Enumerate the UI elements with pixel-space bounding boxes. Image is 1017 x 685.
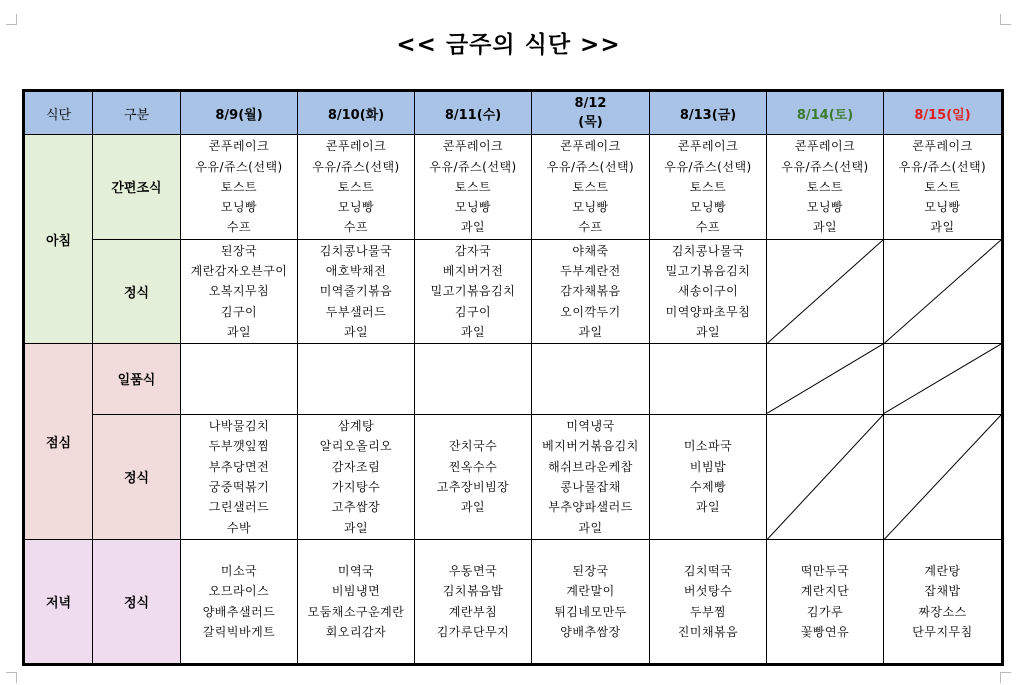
menu-item-list <box>532 416 649 538</box>
menu-item: 감자채볶음 <box>560 284 621 299</box>
menu-item: 감자조림 <box>331 459 381 474</box>
menu-item: 미역양파초무침 <box>665 304 751 319</box>
menu-item: 과일 <box>226 324 252 339</box>
menu-cell <box>532 414 650 540</box>
slash-line <box>884 240 1001 344</box>
menu-item: 된장국 <box>572 564 609 579</box>
menu-item: 궁중떡볶기 <box>208 479 270 494</box>
menu-item: 모닝빵 <box>806 200 844 215</box>
category-label: 간편조식 <box>93 135 181 240</box>
menu-item: 단무지무침 <box>912 624 973 639</box>
menu-item: 두부샐러드 <box>325 304 387 319</box>
menu-item-list <box>298 561 414 642</box>
slash-line <box>884 415 1001 540</box>
menu-cell <box>650 414 767 540</box>
day-header-label: 8/9(월) <box>215 107 263 123</box>
menu-item: 김구이 <box>454 304 492 319</box>
menu-item: 과일 <box>695 500 721 515</box>
menu-item-list <box>532 241 649 342</box>
page-corner-mark <box>1000 672 1011 683</box>
menu-cell <box>650 239 767 344</box>
lunch-single-dish-row <box>24 344 1003 414</box>
menu-item: 우유/쥬스(선택) <box>664 159 752 174</box>
menu-item: 계란지단 <box>800 584 850 599</box>
menu-item: 김치콩나물국 <box>319 243 393 258</box>
menu-item: 비빔냉면 <box>331 584 381 599</box>
menu-cell <box>532 540 650 665</box>
menu-item: 모둠채소구운계란 <box>307 604 405 619</box>
menu-item: 오복지무침 <box>208 284 270 299</box>
category-label: 정식 <box>93 540 181 665</box>
menu-cell <box>415 135 532 240</box>
menu-item: 짜장소스 <box>918 604 967 619</box>
menu-item: 미역냉국 <box>566 419 615 434</box>
menu-item: 된장국 <box>220 243 258 258</box>
menu-item-list <box>650 436 766 517</box>
menu-cell <box>298 344 415 414</box>
slash-line <box>767 415 883 540</box>
menu-item-list <box>884 561 1001 642</box>
menu-item: 토스트 <box>454 179 492 194</box>
menu-cell <box>298 540 415 665</box>
menu-cell <box>650 135 767 240</box>
menu-item: 김치콩나물국 <box>671 243 745 258</box>
menu-item: 김가루단무지 <box>436 624 510 639</box>
menu-cell <box>181 344 298 414</box>
menu-cell <box>181 414 298 540</box>
menu-item: 우유/쥬스(선택) <box>898 159 987 174</box>
menu-item: 진미채볶음 <box>677 624 739 639</box>
menu-cell <box>767 540 884 665</box>
meal-label-breakfast: 아침 <box>24 135 93 344</box>
menu-item: 김가루 <box>806 604 844 619</box>
menu-item: 부추당면전 <box>208 459 270 474</box>
day-header-label: 8/15(일) <box>914 107 971 123</box>
menu-item-list <box>415 436 531 517</box>
menu-item: 모닝빵 <box>689 200 727 215</box>
menu-item: 토스트 <box>689 179 727 194</box>
menu-item: 튀김네모만두 <box>554 604 627 619</box>
menu-cell <box>415 414 532 540</box>
menu-item: 두부계란전 <box>560 264 621 279</box>
menu-item: 수제빵 <box>689 479 727 494</box>
menu-item: 모닝빵 <box>572 200 609 215</box>
menu-item-list <box>650 136 766 237</box>
menu-item: 김치볶음밥 <box>442 584 504 599</box>
menu-item: 오므라이스 <box>208 584 270 599</box>
menu-item: 우유/쥬스(선택) <box>312 159 400 174</box>
menu-item: 버섯탕수 <box>683 584 733 599</box>
menu-item: 그린샐러드 <box>208 500 270 515</box>
menu-cell <box>298 414 415 540</box>
menu-item: 계란감자오븐구이 <box>190 264 288 279</box>
weekly-menu-table <box>22 89 1004 666</box>
menu-item: 토스트 <box>337 179 375 194</box>
menu-item: 과일 <box>460 324 486 339</box>
breakfast-simple-row <box>24 135 1003 240</box>
menu-item: 수박 <box>226 520 252 535</box>
unavailable-cell <box>884 414 1003 540</box>
menu-item: 미역국 <box>337 564 375 579</box>
slash-line <box>767 240 883 344</box>
category-column-header: 구분 <box>93 91 181 135</box>
menu-item: 새송이구이 <box>677 284 739 299</box>
menu-item: 두부찜 <box>689 604 727 619</box>
menu-item: 회오리감자 <box>325 624 387 639</box>
menu-item: 비빔밥 <box>689 459 727 474</box>
menu-cell <box>298 135 415 240</box>
menu-item-list <box>298 241 414 342</box>
menu-item: 나박물김치 <box>208 419 270 434</box>
menu-item-list <box>532 561 649 642</box>
menu-item: 양배추쌈장 <box>560 624 621 639</box>
diagonal-slash <box>884 415 1001 540</box>
menu-item: 양배추샐러드 <box>202 604 276 619</box>
menu-item: 토스트 <box>220 179 258 194</box>
menu-item-list <box>415 561 531 642</box>
menu-item: 우동면국 <box>448 564 498 579</box>
menu-item-list <box>767 561 883 642</box>
menu-item: 모닝빵 <box>220 200 258 215</box>
day-header-label: 8/11(수) <box>444 107 502 123</box>
menu-cell <box>884 135 1003 240</box>
menu-cell <box>415 239 532 344</box>
day-header <box>650 91 767 135</box>
day-header <box>415 91 532 135</box>
menu-item: 두부깻잎찜 <box>208 439 270 454</box>
menu-item: 토스트 <box>924 179 961 194</box>
menu-item: 잔치국수 <box>448 439 498 454</box>
menu-item: 모닝빵 <box>337 200 375 215</box>
menu-cell <box>181 540 298 665</box>
category-label: 일품식 <box>93 344 181 414</box>
menu-item: 콘푸레이크 <box>442 139 504 154</box>
menu-item: 우유/쥬스(선택) <box>429 159 517 174</box>
unavailable-cell <box>767 344 884 414</box>
menu-item: 삼계탕 <box>337 419 375 434</box>
menu-item: 과일 <box>343 520 369 535</box>
menu-item: 수프 <box>343 220 369 235</box>
menu-cell <box>650 344 767 414</box>
menu-cell <box>415 540 532 665</box>
slash-line <box>767 344 883 413</box>
menu-cell <box>650 540 767 665</box>
menu-cell <box>532 239 650 344</box>
menu-item: 과일 <box>460 500 486 515</box>
day-header <box>298 91 415 135</box>
menu-cell <box>415 344 532 414</box>
menu-item: 모닝빵 <box>454 200 492 215</box>
page-corner-mark <box>6 672 17 683</box>
menu-item: 토스트 <box>572 179 609 194</box>
menu-item: 과일 <box>578 520 603 535</box>
menu-cell <box>884 540 1003 665</box>
menu-item: 수프 <box>578 220 603 235</box>
menu-item: 계란말이 <box>566 584 615 599</box>
day-header <box>767 91 884 135</box>
menu-item: 콘푸레이크 <box>560 139 621 154</box>
page-corner-mark <box>1000 14 1011 25</box>
menu-item: 과일 <box>578 324 603 339</box>
lunch-regular-row <box>24 414 1003 540</box>
menu-item: 갈릭빅바게트 <box>202 624 276 639</box>
menu-item-list <box>767 136 883 237</box>
menu-item: 미소파국 <box>683 439 733 454</box>
menu-item-list <box>181 561 297 642</box>
menu-item: 우유/쥬스(선택) <box>781 159 869 174</box>
diagonal-slash <box>767 240 883 344</box>
menu-item-list <box>298 416 414 538</box>
menu-item: 베지버거전 <box>442 264 504 279</box>
menu-item-list <box>650 561 766 642</box>
menu-item: 과일 <box>460 220 486 235</box>
menu-item: 가지탕수 <box>331 479 381 494</box>
day-header <box>532 91 650 135</box>
category-label: 정식 <box>93 239 181 344</box>
menu-item: 수프 <box>695 220 721 235</box>
menu-item: 김치떡국 <box>683 564 733 579</box>
menu-cell <box>181 135 298 240</box>
menu-item: 알리오올리오 <box>319 439 393 454</box>
diagonal-slash <box>884 240 1001 344</box>
menu-item: 오이깍두기 <box>560 304 621 319</box>
page-corner-mark <box>6 14 17 25</box>
page-title: << 금주의 식단 >> <box>396 32 621 58</box>
menu-item: 김구이 <box>220 304 258 319</box>
menu-item: 잡채밥 <box>924 584 961 599</box>
diagonal-slash <box>884 344 1001 413</box>
menu-item: 베지버거볶음김치 <box>542 439 639 454</box>
menu-item: 과일 <box>343 324 369 339</box>
menu-item: 콘푸레이크 <box>325 139 387 154</box>
dinner-regular-row <box>24 540 1003 665</box>
diagonal-slash <box>767 344 883 413</box>
menu-item: 과일 <box>930 220 955 235</box>
meal-column-header: 식단 <box>24 91 93 135</box>
menu-item: 밀고기볶음김치 <box>665 264 751 279</box>
menu-item: 우유/쥬스(선택) <box>546 159 635 174</box>
breakfast-regular-row <box>24 239 1003 344</box>
menu-cell <box>767 135 884 240</box>
menu-item: 밀고기볶음김치 <box>430 284 516 299</box>
unavailable-cell <box>767 239 884 344</box>
day-header-label: 8/12 <box>574 96 607 112</box>
menu-item: 미소국 <box>220 564 258 579</box>
menu-item: 떡만두국 <box>800 564 850 579</box>
menu-item: 콩나물잡채 <box>560 479 621 494</box>
menu-item: 토스트 <box>806 179 844 194</box>
day-header-label: 8/10(화) <box>327 107 385 123</box>
meal-label-lunch: 점심 <box>24 344 93 540</box>
menu-item: 미역줄기볶음 <box>319 284 393 299</box>
menu-item: 야채죽 <box>572 243 609 258</box>
menu-item: 계란탕 <box>924 564 961 579</box>
diagonal-slash <box>767 415 883 540</box>
menu-item: 꽃빵연유 <box>800 624 850 639</box>
menu-item-list <box>181 241 297 342</box>
menu-item-list <box>415 241 531 342</box>
menu-item: 찐옥수수 <box>448 459 498 474</box>
menu-item: 계란부침 <box>448 604 498 619</box>
day-header-label: 8/13(금) <box>679 107 737 123</box>
slash-line <box>884 344 1001 413</box>
menu-item: 콘푸레이크 <box>794 139 856 154</box>
menu-item-list <box>415 136 531 237</box>
menu-item: 콘푸레이크 <box>677 139 739 154</box>
day-header-label: (목) <box>578 115 603 131</box>
meal-label-dinner: 저녁 <box>24 540 93 665</box>
unavailable-cell <box>884 344 1003 414</box>
day-header <box>181 91 298 135</box>
menu-item-list <box>650 241 766 342</box>
menu-item: 우유/쥬스(선택) <box>195 159 283 174</box>
menu-item-list <box>181 416 297 538</box>
menu-item: 수프 <box>226 220 252 235</box>
menu-cell <box>298 239 415 344</box>
menu-item-list <box>884 136 1001 237</box>
category-label: 정식 <box>93 414 181 540</box>
header-row <box>24 91 1003 135</box>
menu-item-list <box>181 136 297 237</box>
menu-item: 고추장비빔장 <box>436 479 510 494</box>
menu-item: 감자국 <box>454 243 492 258</box>
menu-item-list <box>298 136 414 237</box>
menu-item: 콘푸레이크 <box>208 139 270 154</box>
menu-item: 해쉬브라운케찹 <box>548 459 633 474</box>
menu-cell <box>532 344 650 414</box>
menu-item: 과일 <box>812 220 838 235</box>
menu-item: 과일 <box>695 324 721 339</box>
menu-item: 콘푸레이크 <box>912 139 973 154</box>
menu-cell <box>181 239 298 344</box>
menu-cell <box>532 135 650 240</box>
day-header <box>884 91 1003 135</box>
day-header-label: 8/14(토) <box>796 107 854 123</box>
menu-item: 모닝빵 <box>924 200 961 215</box>
menu-item-list <box>532 136 649 237</box>
unavailable-cell <box>767 414 884 540</box>
menu-item: 부추양파샐러드 <box>548 500 633 515</box>
menu-item: 애호박채전 <box>325 264 387 279</box>
menu-item: 고추쌈장 <box>331 500 381 515</box>
unavailable-cell <box>884 239 1003 344</box>
